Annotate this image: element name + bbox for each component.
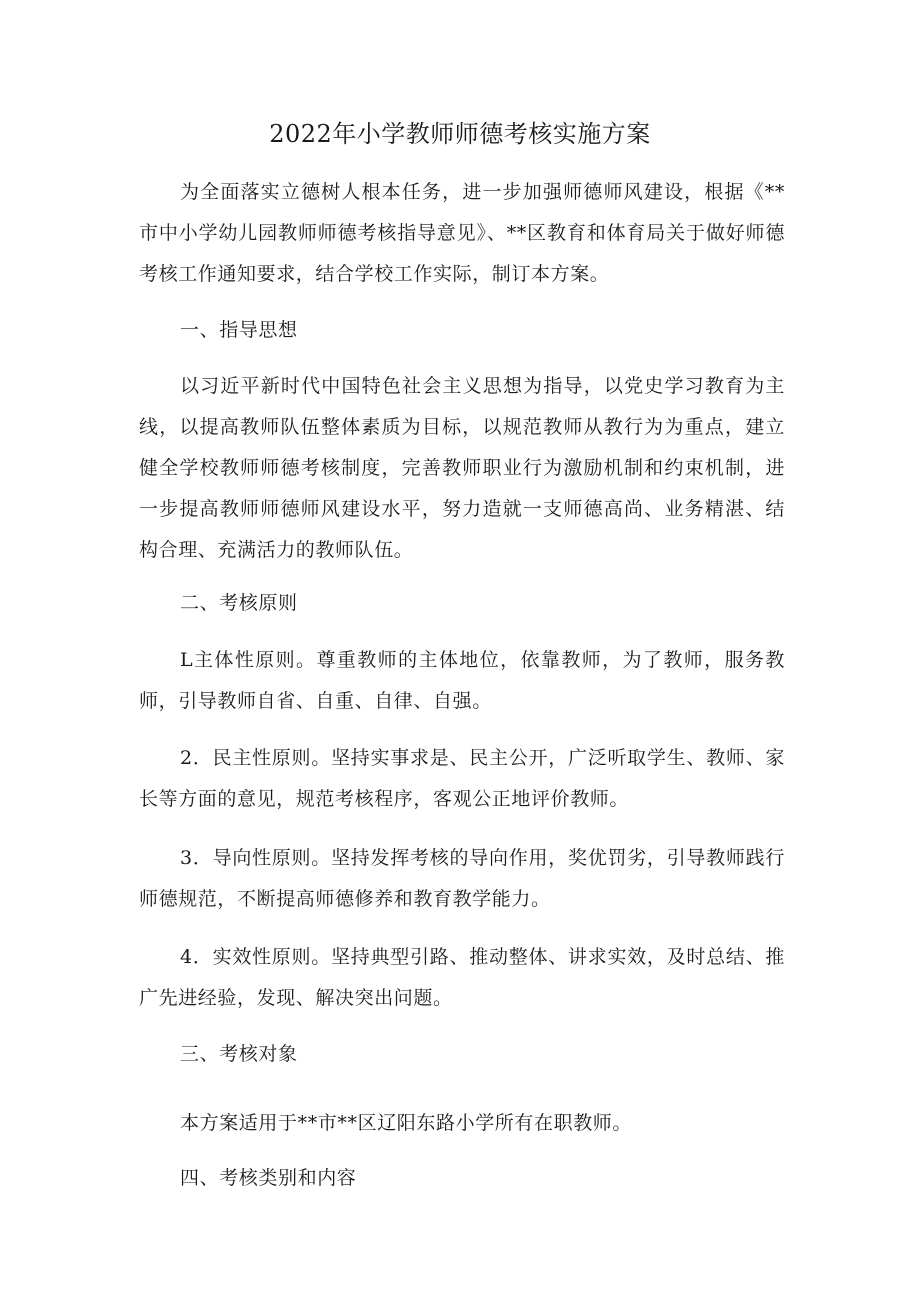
principle-item-3: 3．导向性原则。坚持发挥考核的导向作用，奖优罚劣，引导教师践行师德规范，不断提高师德修养和教育教学能力。: [139, 847, 785, 910]
document-title: 2022年小学教师师德考核实施方案: [269, 120, 651, 148]
intro-paragraph: 为全面落实立德树人根本任务，进一步加强师德师风建设，根据《**市中小学幼儿园教师师德考核指导意见》、**区教育和体育局关于做好师德考核工作通知要求，结合学校工作实际，制订本方案。: [139, 181, 785, 285]
principle-item-4: 4．实效性原则。坚持典型引路、推动整体、讲求实效，及时总结、推广先进经验，发现、解决突出问题。: [139, 946, 785, 1009]
section-1-heading: 一、指导思想: [180, 319, 298, 341]
section-3-body: 本方案适用于**市**区辽阳东路小学所有在职教师。: [180, 1112, 633, 1134]
section-2-heading: 二、考核原则: [180, 592, 298, 614]
principle-item-1: L主体性原则。尊重教师的主体地位，依靠教师，为了教师，服务教师，引导教师自省、自重、自律、自强。: [139, 649, 785, 712]
section-4-heading: 四、考核类别和内容: [180, 1167, 357, 1189]
section-3-heading: 三、考核对象: [180, 1043, 298, 1065]
section-1-body: 以习近平新时代中国特色社会主义思想为指导，以党史学习教育为主线，以提高教师队伍整体素质为目标，以规范教师从教行为为重点，建立健全学校教师师德考核制度，完善教师职业行为激励机制和约束机制，进一步提高教师师德师风建设水平，努力造就一支师德高尚、业务精湛、结构合理、充满活力的教师队伍。: [139, 375, 785, 561]
principle-item-2: 2．民主性原则。坚持实事求是、民主公开，广泛听取学生、教师、家长等方面的意见，规范考核程序，客观公正地评价教师。: [139, 747, 785, 810]
